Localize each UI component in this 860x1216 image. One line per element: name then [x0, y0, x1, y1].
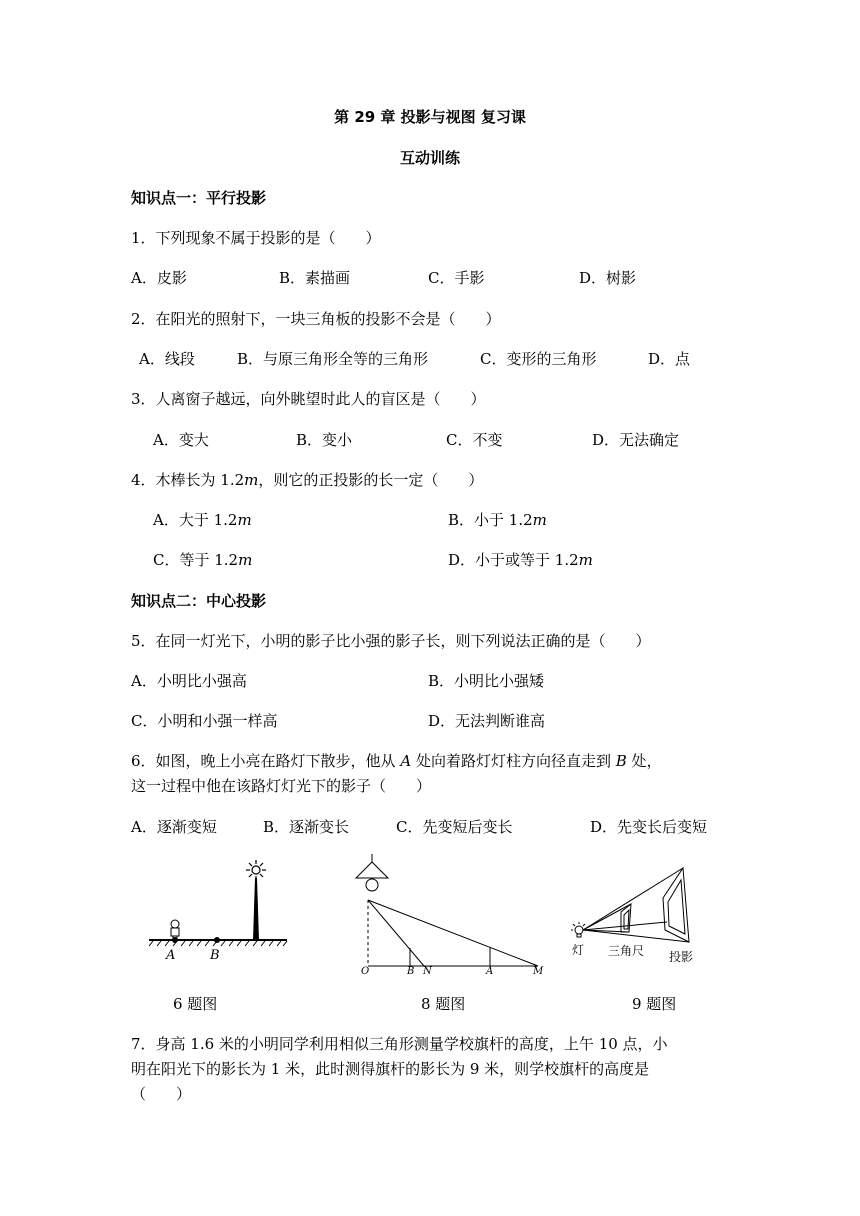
q4-option-c [153, 550, 252, 570]
q5-option-a: A．小明比小强高 [131, 672, 247, 690]
figure-8-triangle [348, 852, 548, 972]
q6-point-b: B [615, 752, 627, 770]
q4-option-a-text: A．大于 1.2 [153, 511, 238, 529]
q5-option-b: B．小明比小强矮 [428, 672, 545, 690]
question-6-stem-line2: 这一过程中他在该路灯灯光下的影子（ ） [131, 777, 432, 795]
fig6-label-b: B [210, 948, 220, 963]
question-7-line3: （ ） [131, 1085, 192, 1103]
fig9-label-shadow: 投影 [669, 950, 694, 964]
q3-option-c: C．不变 [446, 431, 503, 449]
question-5-stem: 5．在同一灯光下，小明的影子比小强的影子长，则下列说法正确的是（ ） [131, 632, 651, 650]
q6-stem-part1: 6．如图，晚上小亮在路灯下散步，他从 [131, 752, 401, 770]
q1-option-a: A．皮影 [131, 269, 187, 287]
q2-option-d: D．点 [648, 350, 691, 368]
q2-option-a: A．线段 [139, 350, 195, 368]
fig8-label-n: N [423, 966, 432, 977]
page-subtitle: 互动训练 [399, 149, 460, 167]
fig8-label-b: B [407, 966, 415, 977]
section-heading-central: 知识点二：中心投影 [131, 592, 267, 610]
q4-option-b [448, 510, 547, 530]
figure-6-caption: 6 题图 [173, 995, 218, 1013]
q4-option-d-text: D．小于或等于 1.2 [448, 551, 579, 569]
question-6-stem [131, 751, 662, 771]
fig9-label-lamp: 灯 [572, 943, 585, 957]
q3-option-b: B．变小 [296, 431, 353, 449]
fig8-label-m: M [533, 966, 544, 977]
q6-option-c: C．先变短后变长 [396, 818, 513, 836]
figure-8-caption: 8 题图 [421, 995, 466, 1013]
fig9-label-ruler: 三角尺 [608, 944, 645, 958]
q4-option-c-unit: m [238, 551, 253, 569]
q4-stem-text: 4．木棒长为 1.2 [131, 471, 245, 489]
q1-option-b: B．素描画 [279, 269, 351, 287]
q6-option-b: B．逐渐变长 [263, 818, 350, 836]
fig8-label-o: O [361, 966, 370, 977]
q6-stem-part2: 处向着路灯灯柱方向径直走到 [411, 752, 616, 770]
fig6-label-a: A [166, 948, 176, 963]
page-title: 第 29 章 投影与视图 复习课 [334, 108, 526, 126]
q4-option-b-unit: m [532, 511, 547, 529]
q4-stem-unit: m [244, 471, 259, 489]
q6-stem-part3: 处， [626, 752, 662, 770]
q4-stem-tail: ，则它的正投影的长一定（ ） [258, 471, 484, 489]
q4-option-a [153, 510, 252, 530]
q4-option-b-text: B．小于 1.2 [448, 511, 533, 529]
q6-option-a: A．逐渐变短 [131, 818, 217, 836]
q4-option-c-text: C．等于 1.2 [153, 551, 239, 569]
q5-option-d: D．无法判断谁高 [428, 712, 546, 730]
fig8-label-a: A [486, 966, 494, 977]
q4-option-d [448, 550, 593, 570]
q1-option-c: C．手影 [428, 269, 485, 287]
q5-option-c: C．小明和小强一样高 [131, 712, 278, 730]
question-2-stem: 2．在阳光的照射下，一块三角板的投影不会是（ ） [131, 310, 501, 328]
figure-9-caption: 9 题图 [632, 995, 677, 1013]
question-1-stem: 1．下列现象不属于投影的是（ ） [131, 229, 381, 247]
q2-option-b: B．与原三角形全等的三角形 [237, 350, 429, 368]
q4-option-a-unit: m [237, 511, 252, 529]
question-4-stem [131, 470, 483, 490]
question-7-line1: 7．身高 1.6 米的小明同学利用相似三角形测量学校旗杆的高度，上午 10 点，小 [131, 1035, 668, 1053]
question-7-line2: 明在阳光下的影长为 1 米，此时测得旗杆的影长为 9 米，则学校旗杆的高度是 [131, 1060, 650, 1078]
section-heading-parallel: 知识点一：平行投影 [131, 189, 267, 207]
q3-option-a: A．变大 [153, 431, 209, 449]
q1-option-d: D．树影 [579, 269, 637, 287]
q6-point-a: A [400, 752, 412, 770]
q4-option-d-unit: m [578, 551, 593, 569]
question-3-stem: 3．人离窗子越远，向外眺望时此人的盲区是（ ） [131, 390, 486, 408]
q6-option-d: D．先变长后变短 [590, 818, 708, 836]
q2-option-c: C．变形的三角形 [480, 350, 597, 368]
q3-option-d: D．无法确定 [592, 431, 680, 449]
